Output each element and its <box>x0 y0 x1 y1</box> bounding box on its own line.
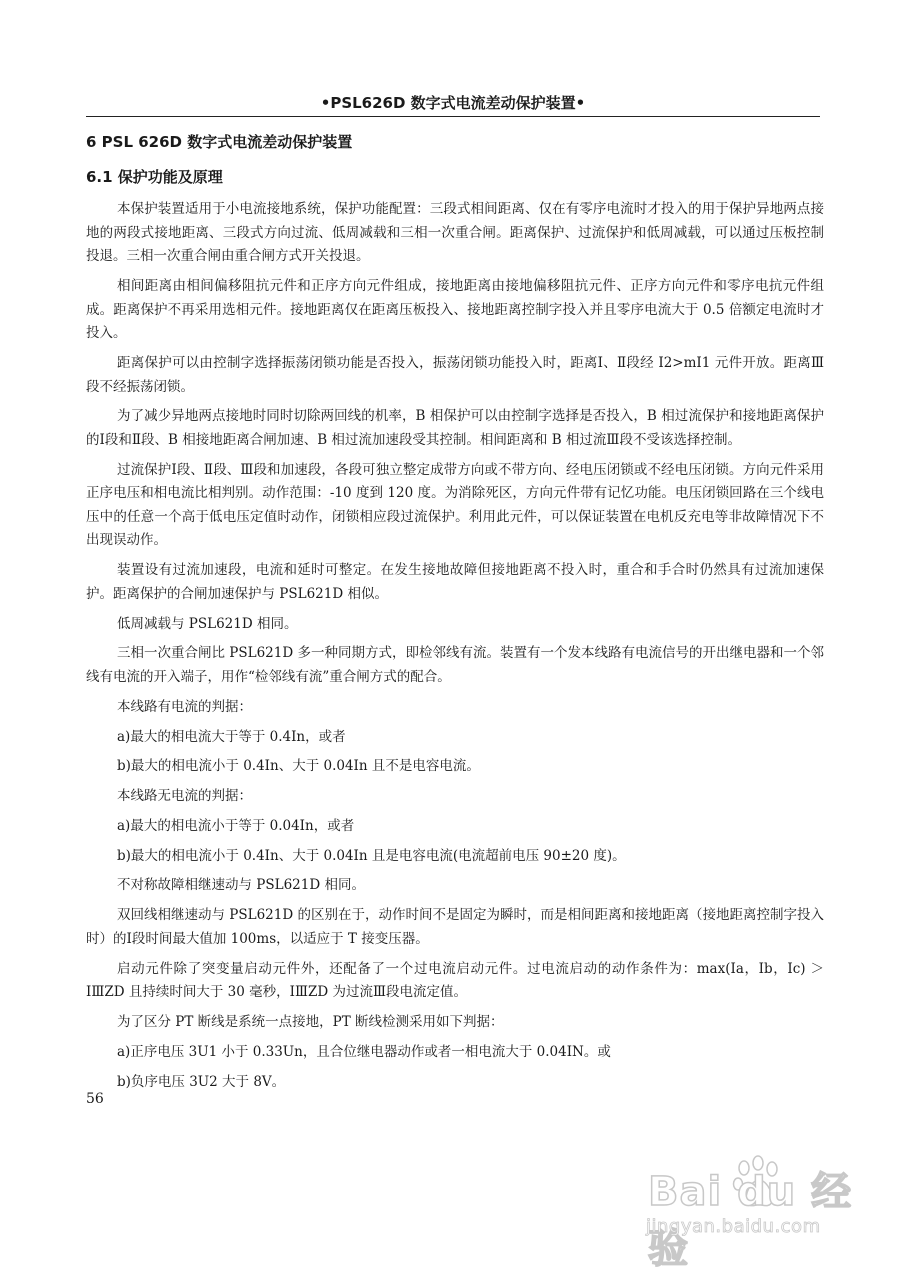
paragraph: 为了减少异地两点接地时同时切除两回线的机率，B 相保护可以由控制字选择是否投入，B 相过流保护和接地距离保护的Ⅰ段和Ⅱ段、B 相接地距离合闸加速、B 相过流加速段受其控制。相间距离和 B 相过流Ⅲ段不受该选择控制。 <box>86 408 824 448</box>
paragraph: 本保护装置适用于小电流接地系统，保护功能配置：三段式相间距离、仅在有零序电流时才投入的用于保护异地两点接地的两段式接地距离、三段式方向过流、低周减载和三相一次重合闸。距离保护、过流保护和低周减载，可以通过压板控制投退。三相一次重合闸由重合闸方式开关投退。 <box>86 201 824 265</box>
subsection-heading: 6.1 保护功能及原理 <box>86 168 223 186</box>
baidu-jingyan-watermark <box>640 1150 870 1272</box>
paragraph: 过流保护Ⅰ段、Ⅱ段、Ⅲ段和加速段，各段可独立整定成带方向或不带方向、经电压闭锁或不经电压闭锁。方向元件采用正序电压和相电流比相判别。动作范围：-10 度到 120 度。为消除死区，方向元件带有记忆功能。电压闭锁回路在三个线电压中的任意一个高于低电压定值时动作，闭锁相应段过流保护。利用此元件，可以保证装置在电机反充电等非故障情况下不出现误动作。 <box>86 461 824 549</box>
body-text <box>86 198 824 1100</box>
paragraph: 本线路有电流的判据： <box>117 698 252 715</box>
running-header: •PSL626D 数字式电流差动保护装置• <box>320 94 586 112</box>
list-item: a)正序电压 3U1 小于 0.33Un，且合位继电器动作或者一相电流大于 0.04IN。或 <box>117 1043 611 1060</box>
paragraph: 为了区分 PT 断线是系统一点接地，PT 断线检测采用如下判据： <box>117 1014 504 1030</box>
paragraph: 装置设有过流加速段，电流和延时可整定。在发生接地故障但接地距离不投入时，重合和手合时仍然具有过流加速保护。距离保护的合闸加速保护与 PSL621D 相似。 <box>86 562 824 602</box>
paragraph: 距离保护可以由控制字选择振荡闭锁功能是否投入，振荡闭锁功能投入时，距离Ⅰ、Ⅱ段经 I2>mI1 元件开放。距离Ⅲ段不经振荡闭锁。 <box>86 354 824 395</box>
page-number: 56 <box>86 1091 104 1107</box>
paragraph: 双回线相继速动与 PSL621D 的区别在于，动作时间不是固定为瞬时，而是相间距离和接地距离（接地距离控制字投入时）的Ⅰ段时间最大值加 100ms，以适应于 T 接变压器。 <box>86 907 825 947</box>
paragraph: 不对称故障相继速动与 PSL621D 相同。 <box>117 877 365 894</box>
list-item: a)最大的相电流大于等于 0.4In，或者 <box>117 728 346 745</box>
paragraph: 启动元件除了突变量启动元件外，还配备了一个过电流启动元件。过电流启动的动作条件为：max(Ia，Ib，Ic) ＞ IⅢZD 且持续时间大于 30 毫秒，IⅢZD 为过流Ⅲ段电流定值。 <box>86 960 824 1001</box>
paragraph: 三相一次重合闸比 PSL621D 多一种同期方式，即检邻线有流。装置有一个发本线路有电流信号的开出继电器和一个邻线有电流的开入端子，用作“检邻线有流”重合闸方式的配合。 <box>86 645 825 685</box>
list-item: b)最大的相电流小于 0.4In、大于 0.04In 且是电容电流(电流超前电压 90±20 度)。 <box>117 847 626 864</box>
list-item: a)最大的相电流小于等于 0.04In，或者 <box>117 817 355 834</box>
watermark-brand: Bai du 经验 <box>648 1169 853 1272</box>
header-rule <box>86 116 820 117</box>
list-item: b)负序电压 3U2 大于 8V。 <box>117 1073 286 1090</box>
section-heading: 6 PSL 626D 数字式电流差动保护装置 <box>86 133 353 151</box>
paragraph: 本线路无电流的判据： <box>117 788 252 805</box>
paragraph: 低周减载与 PSL621D 相同。 <box>117 615 298 632</box>
list-item: b)最大的相电流小于 0.4In、大于 0.04In 且不是电容电流。 <box>117 758 480 775</box>
paragraph: 相间距离由相间偏移阻抗元件和正序方向元件组成，接地距离由接地偏移阻抗元件、正序方向元件和零序电抗元件组成。距离保护不再采用选相元件。接地距离仅在距离压板投入、接地距离控制字投入并且零序电流大于 0.5 倍额定电流时才投入。 <box>86 277 824 342</box>
watermark-url: jingyan.baidu.com <box>646 1216 821 1237</box>
